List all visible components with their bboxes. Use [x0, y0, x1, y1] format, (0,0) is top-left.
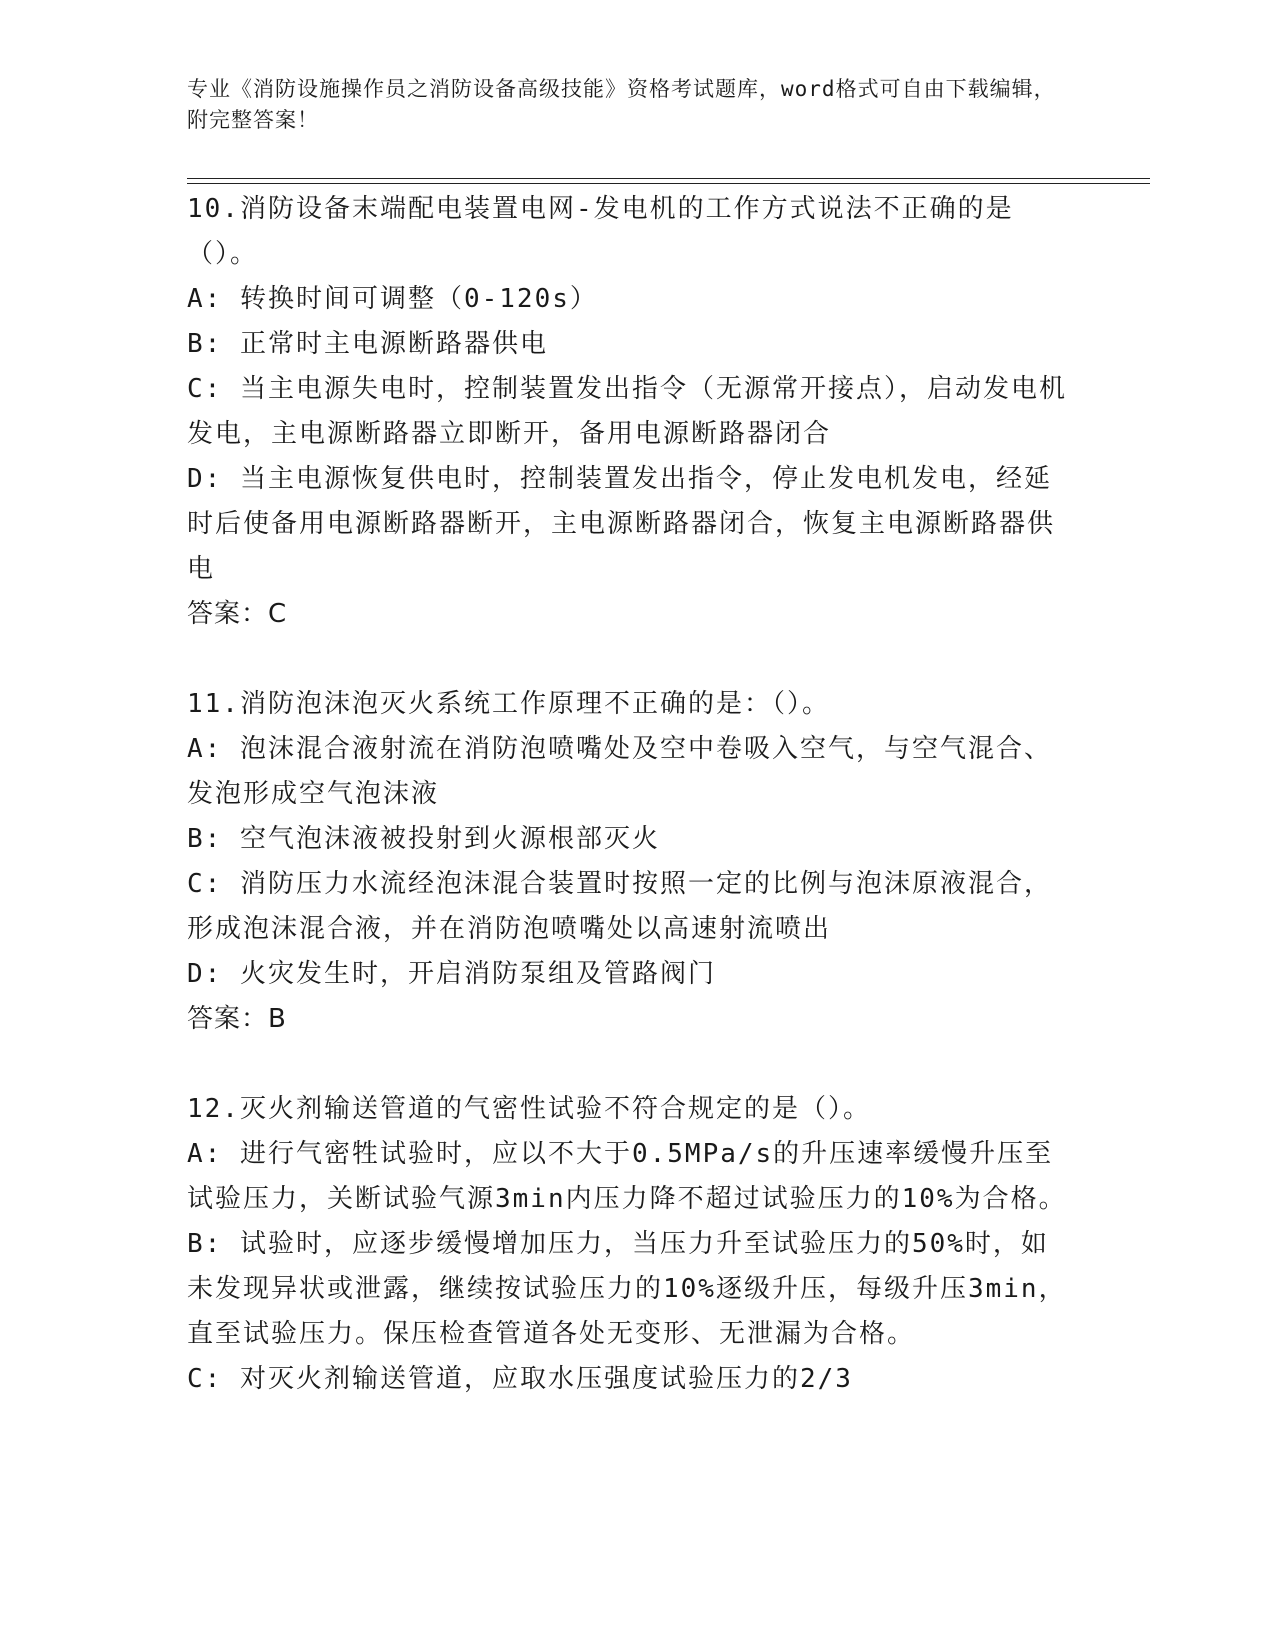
header-text: 专业《消防设施操作员之消防设备高级技能》资格考试题库，word格式可自由下载编辑，附完整答案！	[187, 77, 1056, 132]
question-stem: 11.消防泡沫泡灭火系统工作原理不正确的是：（）。	[187, 689, 830, 719]
option-c: C: 对灭火剂输送管道，应取水压强度试验压力的2/3	[187, 1364, 853, 1394]
answer-label: 答案：C	[187, 599, 288, 629]
option-a: A: 进行气密牲试验时，应以不大于0.5MPa/s的升压速率缓慢升压至试验压力，关断试验气源3min内压力降不超过试验压力的10%为合格。	[187, 1139, 1067, 1214]
option-b: B: 正常时主电源断路器供电	[187, 329, 548, 359]
question-stem: 10.消防设备末端配电装置电网-发电机的工作方式说法不正确的是（）。	[187, 194, 1014, 269]
option-d: D: 当主电源恢复供电时，控制装置发出指令，停止发电机发电，经延时后使备用电源断路器断开，主电源断路器闭合，恢复主电源断路器供电	[187, 464, 1056, 584]
header-divider-bottom	[187, 183, 1150, 184]
question-11	[187, 682, 1067, 1042]
option-c: C: 当主电源失电时，控制装置发出指令（无源常开接点），启动发电机发电，主电源断路器立即断开，备用电源断路器闭合	[187, 374, 1067, 449]
option-c: C: 消防压力水流经泡沫混合装置时按照一定的比例与泡沫原液混合，形成泡沫混合液，并在消防泡喷嘴处以高速射流喷出	[187, 869, 1052, 944]
option-b: B: 空气泡沫液被投射到火源根部灭火	[187, 824, 660, 854]
answer-label: 答案：B	[187, 1004, 287, 1034]
question-list	[187, 187, 1067, 1402]
document-header	[187, 74, 1067, 136]
header-divider-top	[187, 178, 1150, 179]
option-a: A: 泡沫混合液射流在消防泡喷嘴处及空中卷吸入空气，与空气混合、发泡形成空气泡沫液	[187, 734, 1052, 809]
question-12	[187, 1087, 1067, 1402]
option-a: A: 转换时间可调整（0-120s）	[187, 284, 598, 314]
option-b: B: 试验时，应逐步缓慢增加压力，当压力升至试验压力的50%时，如未发现异状或泄露，继续按试验压力的10%逐级升压，每级升压3min，直至试验压力。保压检查管道各处无变形、无泄漏为合格。	[187, 1229, 1067, 1349]
question-stem: 12.灭火剂输送管道的气密性试验不符合规定的是（）。	[187, 1094, 871, 1124]
question-10	[187, 187, 1067, 637]
option-d: D: 火灾发生时，开启消防泵组及管路阀门	[187, 959, 716, 989]
